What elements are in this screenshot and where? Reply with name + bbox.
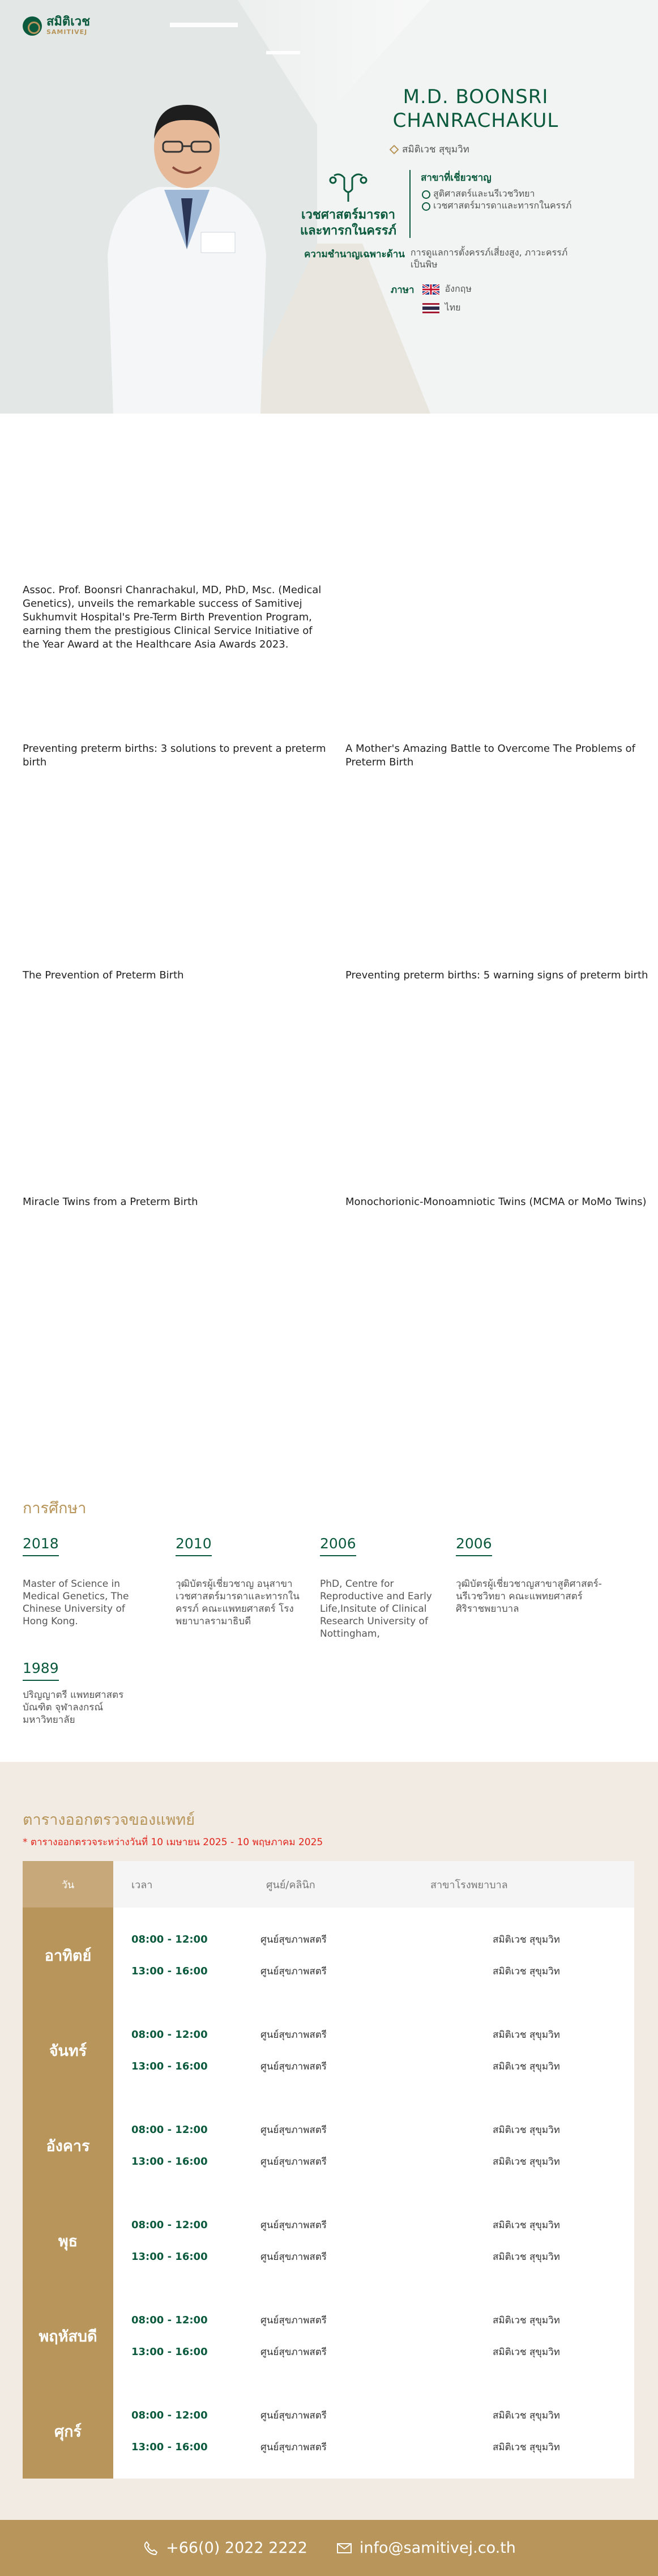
expertise-label: สาขาที่เชี่ยวชาญ: [421, 172, 492, 184]
language-english: อังกฤษ: [422, 282, 472, 296]
slot-time: 08:00 - 12:00: [131, 2314, 208, 2326]
expertise-item: สูติศาสตร์และนรีเวชวิทยา: [421, 188, 571, 199]
logo-thai-text: สมิติเวช: [46, 15, 91, 29]
education-item: [23, 1660, 147, 1726]
education-text: ปริญญาตรี แพทยศาสตรบัณฑิต จุฬาลงกรณ์มหาวิทยาลัย: [23, 1689, 124, 1726]
slot-branch: สมิติเวช สุขุมวิท: [493, 1934, 560, 1945]
slot-branch: สมิติเวช สุขุมวิท: [493, 2441, 560, 2453]
specialty-title: เวชศาสตร์มารดาและทารกในครรภ์: [300, 208, 397, 238]
slot-clinic: ศูนย์สุขภาพสตรี: [260, 2156, 327, 2168]
header-day: วัน: [23, 1861, 113, 1907]
doctor-branch-text: สมิติเวช สุขุมวิท: [402, 144, 469, 155]
video-title: Preventing preterm births: 3 solutions to prevent a preterm birth: [23, 743, 326, 768]
table-row: [23, 2383, 634, 2479]
expertise-item: เวชศาสตร์มารดาและทารกในครรภ์: [421, 199, 571, 211]
education-text: PhD, Centre for Reproductive and Early Life,Insitute of Clinical Research University of Nottingham,: [320, 1578, 432, 1640]
slot-branch: สมิติเวช สุขุมวิท: [493, 2409, 560, 2421]
education-item: [456, 1535, 603, 1615]
table-row: [23, 2003, 634, 2098]
slot-branch: สมิติเวช สุขุมวิท: [493, 2124, 560, 2136]
education-item: [320, 1535, 445, 1640]
slot-clinic: ศูนย์สุขภาพสตรี: [260, 1965, 327, 1977]
day-cell: จันทร์: [23, 2003, 113, 2098]
education-text: วุฒิบัตรผู้เชี่ยวชาญสาขาสูติศาสตร์-นรีเวชวิทยา คณะแพทยศาสตร์ศิริราชพยาบาล: [456, 1578, 602, 1615]
divider: [409, 170, 411, 238]
day-cell: อังคาร: [23, 2098, 113, 2193]
video-title: Preventing preterm births: 5 warning signs of preterm birth: [345, 969, 648, 981]
schedule-section: [0, 1762, 658, 2520]
slot-branch: สมิติเวช สุขุมวิท: [493, 2060, 560, 2072]
phone-link[interactable]: [142, 2539, 307, 2557]
slot-time: 13:00 - 16:00: [131, 2155, 208, 2168]
video-card[interactable]: [23, 742, 328, 769]
table-row: [23, 2098, 634, 2193]
diamond-icon: [390, 144, 399, 154]
slot-time: 13:00 - 16:00: [131, 2060, 208, 2072]
slot-time: 08:00 - 12:00: [131, 2123, 208, 2136]
hero-banner: [0, 0, 658, 414]
email-link[interactable]: [336, 2539, 516, 2557]
language-label: ภาษา: [391, 284, 415, 296]
table-row: [23, 2193, 634, 2288]
slot-time: 13:00 - 16:00: [131, 2345, 208, 2358]
slot-branch: สมิติเวช สุขุมวิท: [493, 2346, 560, 2358]
interest-value: การดูแลการตั้งครรภ์เสี่ยงสูง, ภาวะครรภ์เป็นพิษ: [410, 247, 568, 270]
video-card[interactable]: [345, 1195, 651, 1209]
language-thai: ไทย: [422, 301, 472, 315]
slot-time: 08:00 - 12:00: [131, 2219, 208, 2231]
video-title: The Prevention of Preterm Birth: [23, 969, 184, 981]
video-card[interactable]: [23, 1195, 328, 1209]
header-branch: สาขาโรงพยาบาล: [430, 1879, 508, 1891]
slot-branch: สมิติเวช สุขุมวิท: [493, 2314, 560, 2326]
slot-clinic: ศูนย์สุขภาพสตรี: [260, 2251, 327, 2263]
interest-label: ความชำนาญเฉพาะด้าน: [304, 249, 405, 260]
logo-icon: [23, 16, 42, 36]
education-item: [176, 1535, 300, 1628]
logo-english-text: SAMITIVEJ: [46, 28, 88, 36]
doctor-photo: [91, 85, 283, 414]
education-heading: การศึกษา: [23, 1500, 87, 1517]
samitivej-logo[interactable]: [23, 16, 90, 36]
day-cell: พุธ: [23, 2193, 113, 2288]
phone-number: +66(0) 2022 2222: [166, 2539, 307, 2557]
table-row: [23, 2288, 634, 2383]
slot-time: 13:00 - 16:00: [131, 2441, 208, 2453]
education-year: 2006: [320, 1535, 356, 1556]
slot-branch: สมิติเวช สุขุมวิท: [493, 1965, 560, 1977]
video-caption: Assoc. Prof. Boonsri Chanrachakul, MD, PhD, Msc. (Medical Genetics), unveils the remarkable success of Samitivej Sukhumvit Hospital's Pre-Term Birth Prevention Program, earning them the prestigious Clinical Service Initiative of the Year Award at the Healthcare Asia Awards 2023.: [23, 584, 322, 650]
uterus-icon: [328, 170, 368, 204]
slot-branch: สมิติเวช สุขุมวิท: [493, 2156, 560, 2168]
slot-clinic: ศูนย์สุขภาพสตรี: [260, 1934, 327, 1945]
footer-contact-bar: [0, 2520, 658, 2576]
slot-clinic: ศูนย์สุขภาพสตรี: [260, 2219, 327, 2231]
education-section: [23, 1496, 634, 1726]
header-clinic: ศูนย์/คลินิก: [266, 1879, 315, 1891]
slot-clinic: ศูนย์สุขภาพสตรี: [260, 2124, 327, 2136]
slot-clinic: ศูนย์สุขภาพสตรี: [260, 2441, 327, 2453]
slot-time: 08:00 - 12:00: [131, 2028, 208, 2041]
education-item: [23, 1535, 147, 1628]
slot-branch: สมิติเวช สุขุมวิท: [493, 2251, 560, 2263]
day-cell: อาทิตย์: [23, 1907, 113, 2003]
email-address: info@samitivej.co.th: [359, 2539, 516, 2557]
video-card[interactable]: [23, 969, 328, 982]
day-cell: ศุกร์: [23, 2383, 113, 2479]
education-text: Master of Science in Medical Genetics, The Chinese University of Hong Kong.: [23, 1578, 129, 1627]
education-year: 2010: [176, 1535, 212, 1556]
slot-clinic: ศูนย์สุขภาพสตรี: [260, 2029, 327, 2041]
education-text: วุฒิบัตรผู้เชี่ยวชาญ อนุสาขาเวชศาสตร์มารดาและทารกในครรภ์ คณะแพทยศาสตร์ โรงพยาบาลรามาธิบดี: [176, 1578, 300, 1627]
table-header: [23, 1861, 634, 1907]
doctor-name: M.D. BOONSRI CHANRACHAKUL: [392, 86, 559, 132]
video-title: Miracle Twins from a Preterm Birth: [23, 1196, 198, 1208]
video-section: [0, 414, 658, 1439]
thai-flag-icon: [422, 303, 439, 313]
uk-flag-icon: [422, 284, 439, 295]
video-title: A Mother's Amazing Battle to Overcome The Problems of Preterm Birth: [345, 743, 635, 768]
slot-time: 13:00 - 16:00: [131, 2250, 208, 2263]
video-title: Monochorionic-Monoamniotic Twins (MCMA or MoMo Twins): [345, 1196, 647, 1208]
slot-time: 08:00 - 12:00: [131, 1933, 208, 1945]
day-cell: พฤหัสบดี: [23, 2288, 113, 2383]
slot-branch: สมิติเวช สุขุมวิท: [493, 2029, 560, 2041]
schedule-heading: ตารางออกตรวจของแพทย์: [23, 1811, 195, 1829]
slot-clinic: ศูนย์สุขภาพสตรี: [260, 2409, 327, 2421]
table-row: [23, 1907, 634, 2003]
video-thumbnail[interactable]: [23, 414, 328, 572]
languages: [391, 282, 472, 315]
slot-clinic: ศูนย์สุขภาพสตรี: [260, 2060, 327, 2072]
special-interest: [304, 246, 576, 270]
phone-icon: [142, 2540, 159, 2557]
video-card[interactable]: [345, 742, 651, 769]
schedule-note: * ตารางออกตรวจระหว่างวันที่ 10 เมษายน 2025 - 10 พฤษภาคม 2025: [23, 1837, 323, 1848]
education-year: 2018: [23, 1535, 59, 1556]
schedule-table: [23, 1861, 634, 2479]
mail-icon: [336, 2540, 353, 2557]
header-time: เวลา: [131, 1879, 153, 1891]
slot-branch: สมิติเวช สุขุมวิท: [493, 2219, 560, 2231]
video-card[interactable]: [345, 969, 651, 982]
featured-video[interactable]: [23, 414, 328, 652]
expertise-list: [421, 188, 571, 211]
slot-time: 13:00 - 16:00: [131, 1965, 208, 1977]
doctor-branch: [391, 142, 469, 157]
slot-clinic: ศูนย์สุขภาพสตรี: [260, 2346, 327, 2358]
education-year: 1989: [23, 1660, 59, 1681]
slot-clinic: ศูนย์สุขภาพสตรี: [260, 2314, 327, 2326]
education-year: 2006: [456, 1535, 492, 1556]
specialty-block: [297, 170, 571, 239]
slot-time: 08:00 - 12:00: [131, 2409, 208, 2421]
